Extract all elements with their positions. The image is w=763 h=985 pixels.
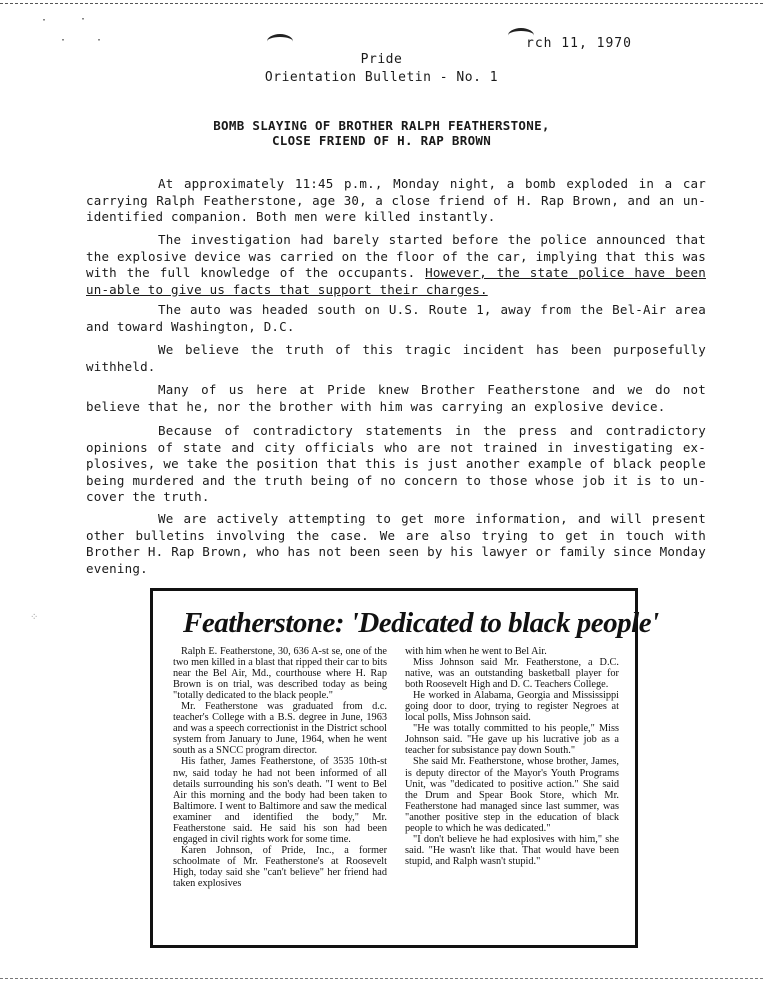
- clipping-paragraph: with him when he went to Bel Air.: [405, 646, 547, 657]
- clipping-headline: Featherstone: 'Dedicated to black people': [183, 607, 659, 639]
- paragraph-4: We believe the truth of this tragic incident has been purposefully withheld.: [86, 342, 706, 374]
- org-name: Pride: [360, 52, 403, 67]
- bulletin-number: Orientation Bulletin - No. 1: [264, 70, 499, 85]
- headline-line-2: CLOSE FRIEND OF H. RAP BROWN: [271, 133, 492, 148]
- paragraph-1: At approximately 11:45 p.m., Monday night, a bomb exploded in a car carrying Ralph Featherstone, age 30, a close friend of H. Rap Brown, and an un-identified companion. Both men were killed instantly.: [86, 176, 706, 225]
- clipping-left-column: [173, 646, 387, 889]
- paragraph-5: Many of us here at Pride knew Brother Featherstone and we do not believe that he, nor the brother with him was carrying an explosive device.: [86, 382, 706, 414]
- stray-mark: ·: [80, 14, 87, 25]
- newspaper-clipping: [150, 588, 659, 948]
- stray-mark: ·: [41, 15, 48, 26]
- clipping-paragraph: "I don't believe he had explosives with him," she said. "He wasn't like that. That would have been stupid, and Ralph wasn't stupid.": [405, 833, 619, 867]
- clipping-paragraph: His father, James Featherstone, of 3535 10th-st nw, said today he had not been informed of all details surrounding his son's death. "I went to Bel Air this morning and the body had been taken to Baltimore. I went to Baltimore and saw the medical examiner and identified the body," Mr. Featherstone said. He said his son had been engaged in civil rights work for some time.: [173, 756, 387, 845]
- headline-line-1: BOMB SLAYING OF BROTHER RALPH FEATHERSTONE,: [213, 118, 550, 133]
- clipping-paragraph: Miss Johnson said Mr. Featherstone, a D.C. native, was an outstanding basketball player for both Roosevelt High and D. C. Teachers College.: [405, 657, 619, 691]
- paragraph-2-text: The investigation had barely started before the police announced that the explosive device was carried on the floor of the car, implying that this was with the full knowledge of the occupants.: [86, 232, 706, 281]
- stray-mark: ⁘: [30, 612, 39, 623]
- stray-mark: ·: [96, 35, 103, 46]
- clipping-right-column: [405, 646, 619, 867]
- clipping-paragraph: He worked in Alabama, Georgia and Mississippi going door to door, trying to register Negroes at local polls, Miss Johnson said.: [405, 690, 619, 724]
- paragraph-6: Because of contradictory statements in the press and contradictory opinions of state and city officials who are not trained in investigating ex-plosives, we take the position that this is just another example of black people being murdered and the truth being of no concern to those whose job it is to un-cover the truth.: [86, 423, 706, 505]
- paragraph-2: [86, 232, 706, 298]
- top-dashed-border: [0, 3, 763, 4]
- hole-punch-mark: [267, 34, 293, 49]
- paragraph-3: The auto was headed south on U.S. Route 1, away from the Bel-Air area and toward Washington, D.C.: [86, 302, 706, 334]
- bottom-dashed-border: [0, 978, 763, 979]
- bulletin-date: rch 11, 1970: [526, 36, 632, 51]
- clipping-paragraph: She said Mr. Featherstone, whose brother, James, is deputy director of the Mayor's Youth Programs Unit, was "dedicated to positive action." She said the Drum and Spear Book Store, which Mr. Featherstone had managed since last summer, was "another positive step in the education of black people to which he was dedicated.": [405, 756, 619, 834]
- clipping-paragraph: "He was totally committed to his people," Miss Johnson said. "He gave up his lucrative job as a teacher for subsistance pay down South.": [405, 723, 619, 757]
- paragraph-7: We are actively attempting to get more information, and will present other bulletins involving the case. We are also trying to get in touch with Brother H. Rap Brown, who has not been seen by his lawyer or family since Monday evening.: [86, 511, 706, 576]
- clipping-paragraph: Mr. Featherstone was graduated from d.c. teacher's College with a B.S. degree in June, 1963 and was a speech correctionist in the District school system from January to June, 1964, when he went south as a SNCC program director.: [173, 701, 387, 757]
- stray-mark: ·: [60, 35, 67, 46]
- clipping-paragraph: Ralph E. Featherstone, 30, 636 A-st se, one of the two men killed in a blast that ripped their car to bits near the Bel Air, Md., courthouse where H. Rap Brown is on trial, was described today as being "totally dedicated to the black people.": [173, 646, 387, 702]
- clipping-paragraph: Karen Johnson, of Pride, Inc., a former schoolmate of Mr. Featherstone's at Roosevelt High, today said she "can't believe" her friend had taken explosives: [173, 844, 387, 889]
- underlined-statement: However, the state police have been un-able to give us facts that support their charges.: [86, 265, 706, 297]
